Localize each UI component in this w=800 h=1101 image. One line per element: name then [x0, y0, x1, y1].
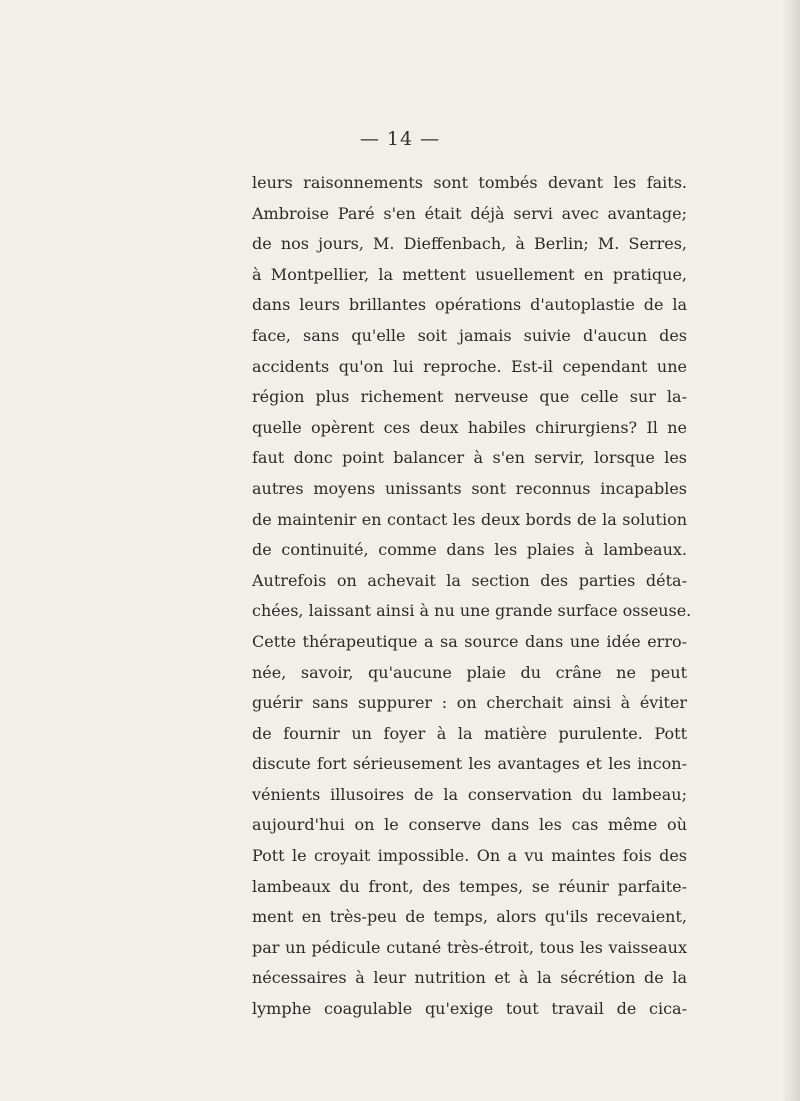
text-line: faut donc point balancer à s'en servir, lorsque les: [252, 448, 687, 468]
text-line: lambeaux du front, des tempes, se réunir parfaite-: [252, 876, 687, 896]
text-line: discute fort sérieusement les avantages et les incon-: [252, 754, 687, 774]
text-line: de nos jours, M. Dieffenbach, à Berlin; M. Serres,: [252, 234, 687, 254]
text-line: face, sans qu'elle soit jamais suivie d'aucun des: [252, 325, 687, 345]
text-line: de fournir un foyer à la matière purulente. Pott: [252, 723, 687, 743]
text-line: Pott le croyait impossible. On a vu maintes fois des: [252, 846, 687, 866]
text-line: quelle opèrent ces deux habiles chirurgiens? Il ne: [252, 417, 687, 437]
text-line: vénients illusoires de la conservation du lambeau;: [252, 784, 687, 804]
text-line: leurs raisonnements sont tombés devant les faits.: [252, 173, 687, 192]
text-line: dans leurs brillantes opérations d'autoplastie de la: [252, 295, 687, 315]
page-edge-shadow: [782, 0, 800, 1101]
text-line: aujourd'hui on le conserve dans les cas même où: [252, 815, 687, 835]
text-line: de continuité, comme dans les plaies à lambeaux.: [252, 540, 687, 560]
text-line: autres moyens unissants sont reconnus incapables: [252, 478, 687, 498]
page-number-header: — 14 —: [359, 128, 441, 150]
text-line: Ambroise Paré s'en était déjà servi avec avantage;: [252, 203, 687, 223]
text-line: Cette thérapeutique a sa source dans une idée erro-: [252, 631, 687, 651]
text-line: lymphe coagulable qu'exige tout travail de cica-: [252, 999, 687, 1019]
text-line: ment en très-peu de temps, alors qu'ils recevaient,: [252, 907, 687, 927]
text-line: née, savoir, qu'aucune plaie du crâne ne peut: [252, 662, 687, 682]
text-line: de maintenir en contact les deux bords de la solution: [252, 509, 687, 529]
text-line: accidents qu'on lui reproche. Est-il cependant une: [252, 356, 687, 376]
text-line: Autrefois on achevait la section des parties déta-: [252, 570, 687, 590]
text-line: guérir sans suppurer : on cherchait ainsi à éviter: [252, 693, 687, 713]
text-line: à Montpellier, la mettent usuellement en pratique,: [252, 264, 687, 284]
body-text: [252, 168, 692, 1025]
text-line: chées, laissant ainsi à nu une grande surface osseuse.: [252, 601, 692, 621]
text-line: nécessaires à leur nutrition et à la sécrétion de la: [252, 968, 687, 988]
text-line: par un pédicule cutané très-étroit, tous les vaisseaux: [252, 937, 687, 957]
text-line: région plus richement nerveuse que celle sur la-: [252, 387, 687, 407]
